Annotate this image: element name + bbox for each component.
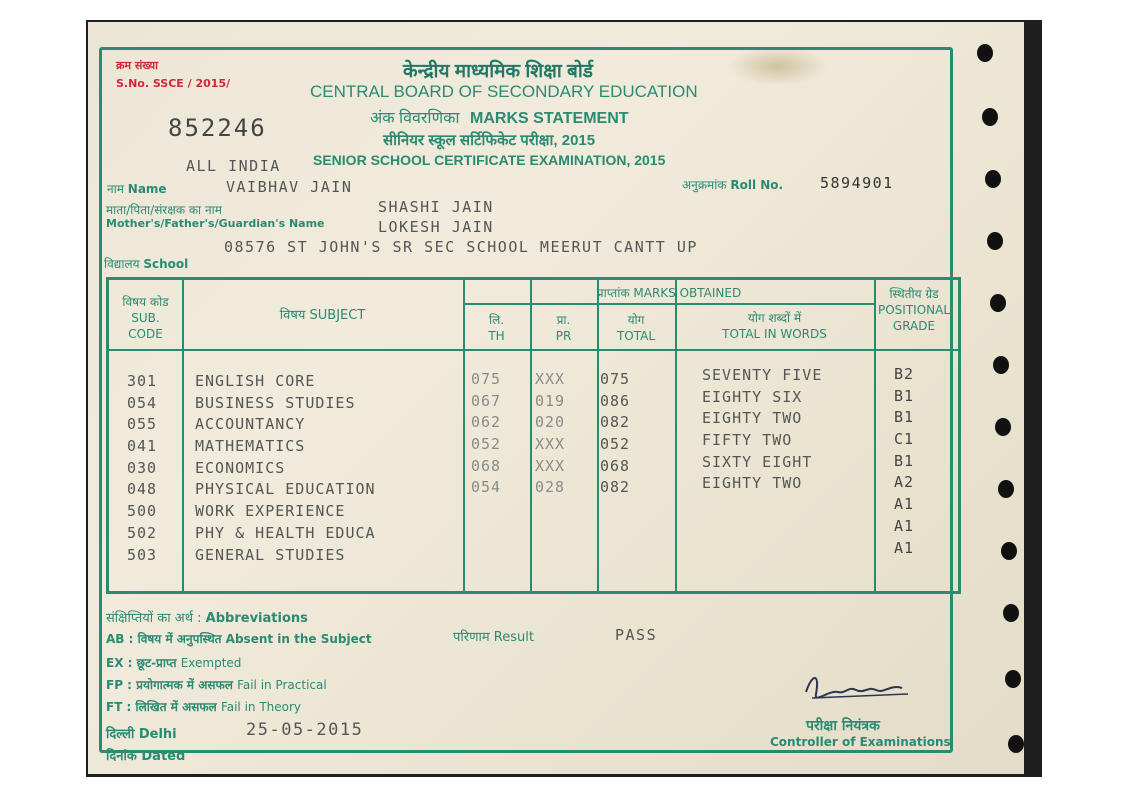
parent-label-hindi: माता/पिता/संरक्षक का नाम [106,203,222,217]
dated-label: दिनांक Dated [106,749,186,764]
board-name-english: CENTRAL BOARD OF SECONDARY EDUCATION [310,82,698,101]
abbr-ft: FT : लिखित में असफल Fail in Theory [106,700,302,714]
total-in-words: EIGHTY SIX [702,387,803,406]
total-in-words: SIXTY EIGHT [702,452,813,471]
th-mark: 075 [471,370,502,388]
pr-mark: 028 [535,478,566,497]
sub-code: 055 [127,415,158,434]
words-column [702,365,822,495]
positional-grade: B1 [894,408,915,427]
positional-grade: A1 [894,495,915,514]
abbreviations-title: संक्षिप्तियों का अर्थ : Abbreviations [106,611,308,626]
total-mark: 075 [600,370,631,388]
sub-code-column [127,371,157,566]
sub-code: 500 [127,502,158,521]
abbr-fp: FP : प्रयोगात्मक में असफल Fail in Practical [106,678,327,692]
sub-code: 030 [127,458,158,477]
positional-grade: A1 [894,538,915,557]
total-mark: 086 [600,391,631,410]
serial-label-hindi: क्रम संख्या [116,59,158,72]
issue-date: 25-05-2015 [246,720,364,740]
controller-signature [798,664,918,712]
school-label: विद्यालय School [104,257,189,271]
total-in-words: EIGHTY TWO [702,409,803,428]
abbr-ab: AB : विषय में अनुपस्थित Absent in the Subject [106,632,372,646]
abbr-ex: EX : छूट-प्राप्त Exempted [106,656,242,670]
subject-name: BUSINESS STUDIES [195,393,356,412]
pr-column [535,369,565,499]
name-label: नाम Name [107,182,167,196]
th-column [471,369,501,499]
result-value: PASS [615,626,658,644]
subject-name: WORK EXPERIENCE [195,502,346,521]
total-mark: 068 [600,456,631,475]
all-india: ALL INDIA [186,157,281,175]
place-label: दिल्ली Delhi [106,727,177,742]
positional-grade: A2 [894,473,915,492]
pr-mark: XXX [535,435,566,454]
sub-code: 054 [127,393,158,412]
exam-hindi: सीनियर स्कूल सर्टिफिकेट परीक्षा, 2015 [383,132,596,149]
statement-hindi: अंक विवरणिका [370,110,460,127]
subject-name: PHY & HEALTH EDUCA [195,523,376,542]
roll-label: अनुक्रमांक Roll No. [682,178,784,192]
th-mark: 052 [471,435,502,454]
header-total-in-words: योग शब्दों में TOTAL IN WORDS [722,311,827,341]
pr-mark: XXX [535,370,566,388]
positional-grade: B1 [894,386,915,405]
parent-label: Mother's/Father's/Guardian's Name [106,217,325,230]
total-mark: 082 [600,413,631,432]
serial-no-label: S.No. SSCE / 2015/ [116,77,231,90]
subject-column [195,371,376,566]
total-mark: 082 [600,478,631,497]
mother-name: SHASHI JAIN [378,198,494,216]
subject-name: ECONOMICS [195,458,286,477]
total-in-words: EIGHTY TWO [702,474,803,493]
sub-code: 503 [127,545,158,564]
total-mark: 052 [600,435,631,454]
pr-mark: 020 [535,413,566,432]
total-in-words: FIFTY TWO [702,431,793,450]
father-name: LOKESH JAIN [378,218,494,236]
student-name: VAIBHAV JAIN [226,178,353,196]
grade-column [894,364,914,559]
serial-number: 852246 [168,114,267,142]
th-mark: 067 [471,391,502,410]
subject-name: ACCOUNTANCY [195,415,306,434]
sub-code: 048 [127,480,158,499]
controller-title: Controller of Examinations [770,735,951,749]
positional-grade: C1 [894,430,915,449]
sub-code: 041 [127,437,158,456]
board-name-hindi: केन्द्रीय माध्यमिक शिक्षा बोर्ड [403,61,593,82]
total-column [600,369,630,499]
header-marks-obtained: प्राप्तांक MARKS OBTAINED [596,286,742,300]
header-th: लि. TH [488,313,505,343]
statement-title [370,106,629,128]
sub-code: 502 [127,523,158,542]
sub-code: 301 [127,372,158,390]
header-subject: विषय SUBJECT [279,308,366,323]
pr-mark: XXX [535,456,566,475]
th-mark: 068 [471,456,502,475]
subject-name: ENGLISH CORE [195,372,316,390]
header-sub-code: विषय कोड SUB. CODE [122,295,169,341]
header-positional-grade: स्थितीय ग्रेड POSITIONAL GRADE [877,287,951,333]
controller-hindi: परीक्षा नियंत्रक [806,718,880,734]
statement-english: MARKS STATEMENT [470,110,629,127]
roll-number: 5894901 [820,174,894,192]
total-in-words: SEVENTY FIVE [702,366,823,384]
header-total: योग TOTAL [616,313,656,343]
marks-table [106,277,961,594]
positional-grade: B2 [894,365,915,383]
exam-english: SENIOR SCHOOL CERTIFICATE EXAMINATION, 2015 [313,152,666,168]
subject-name: MATHEMATICS [195,437,306,456]
subject-name: GENERAL STUDIES [195,545,346,564]
school-name: 08576 ST JOHN'S SR SEC SCHOOL MEERUT CANTT UP [224,238,698,256]
positional-grade: A1 [894,516,915,535]
result-label: परिणाम Result [453,630,534,645]
header-pr: प्रा. PR [555,313,572,343]
positional-grade: B1 [894,451,915,470]
th-mark: 062 [471,413,502,432]
pr-mark: 019 [535,391,566,410]
th-mark: 054 [471,478,502,497]
subject-name: PHYSICAL EDUCATION [195,480,376,499]
